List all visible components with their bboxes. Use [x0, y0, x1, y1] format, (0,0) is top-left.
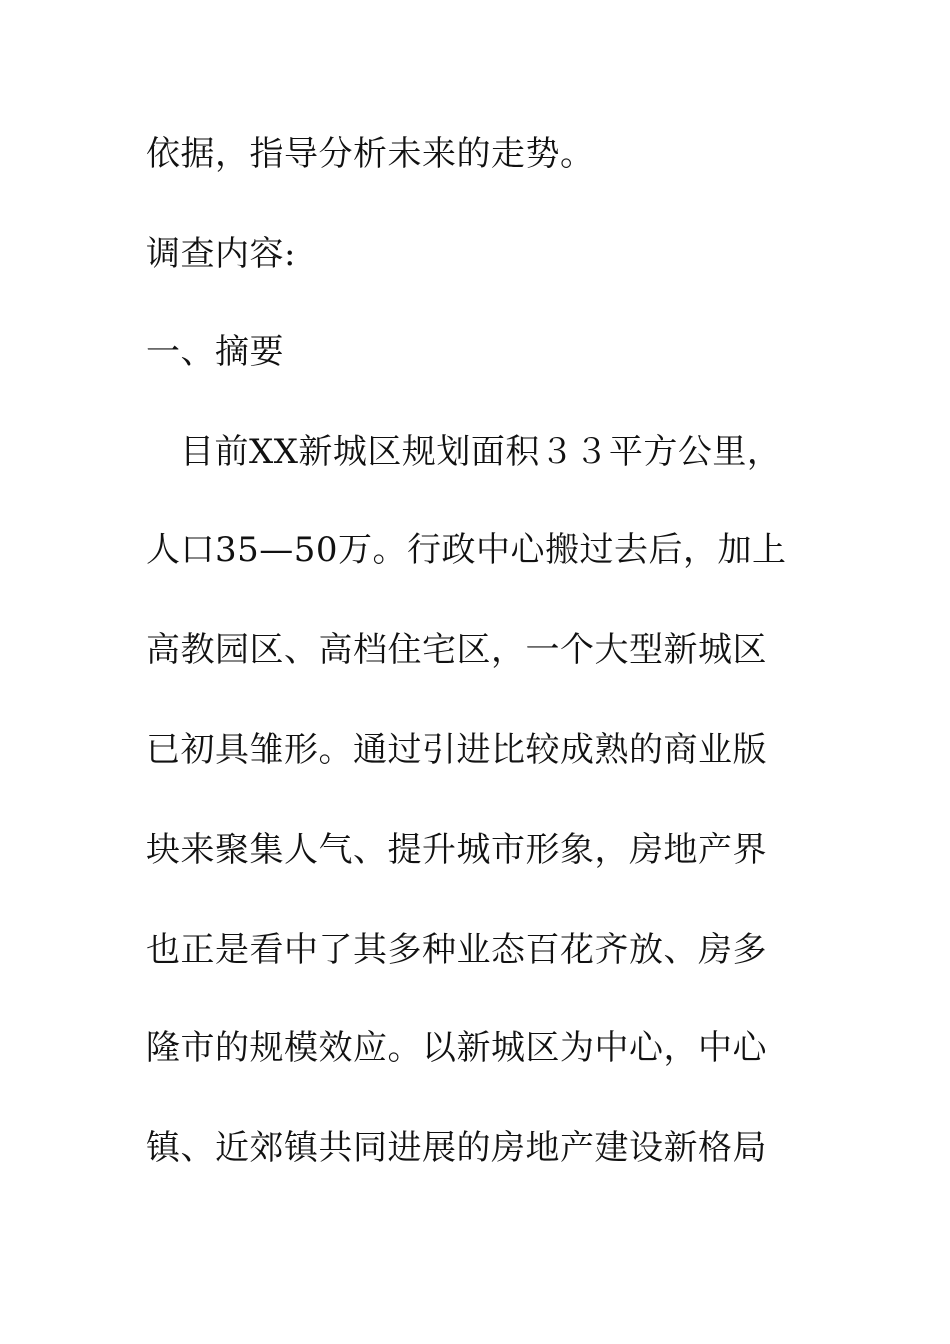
paragraph-line: 块来聚集人气、提升城市形象，房地产界	[146, 830, 767, 870]
paragraph-line: 已初具雏形。通过引进比较成熟的商业版	[146, 730, 767, 770]
paragraph-line: 目前XX新城区规划面积３３平方公里，	[180, 432, 782, 472]
paragraph-line: 也正是看中了其多种业态百花齐放、房多	[146, 930, 767, 970]
section-heading-summary: 一、摘要	[146, 332, 284, 372]
paragraph-line: 隆市的规模效应。以新城区为中心，中心	[146, 1028, 767, 1068]
paragraph-line: 镇、近郊镇共同进展的房地产建设新格局	[146, 1128, 767, 1168]
paragraph-line: 高教园区、高档住宅区，一个大型新城区	[146, 630, 767, 670]
section-label-survey-content: 调查内容:	[146, 234, 296, 274]
paragraph-line: 人口35—50万。行政中心搬过去后，加上	[146, 530, 787, 570]
text-line-intro-end: 依据，指导分析未来的走势。	[146, 134, 595, 174]
